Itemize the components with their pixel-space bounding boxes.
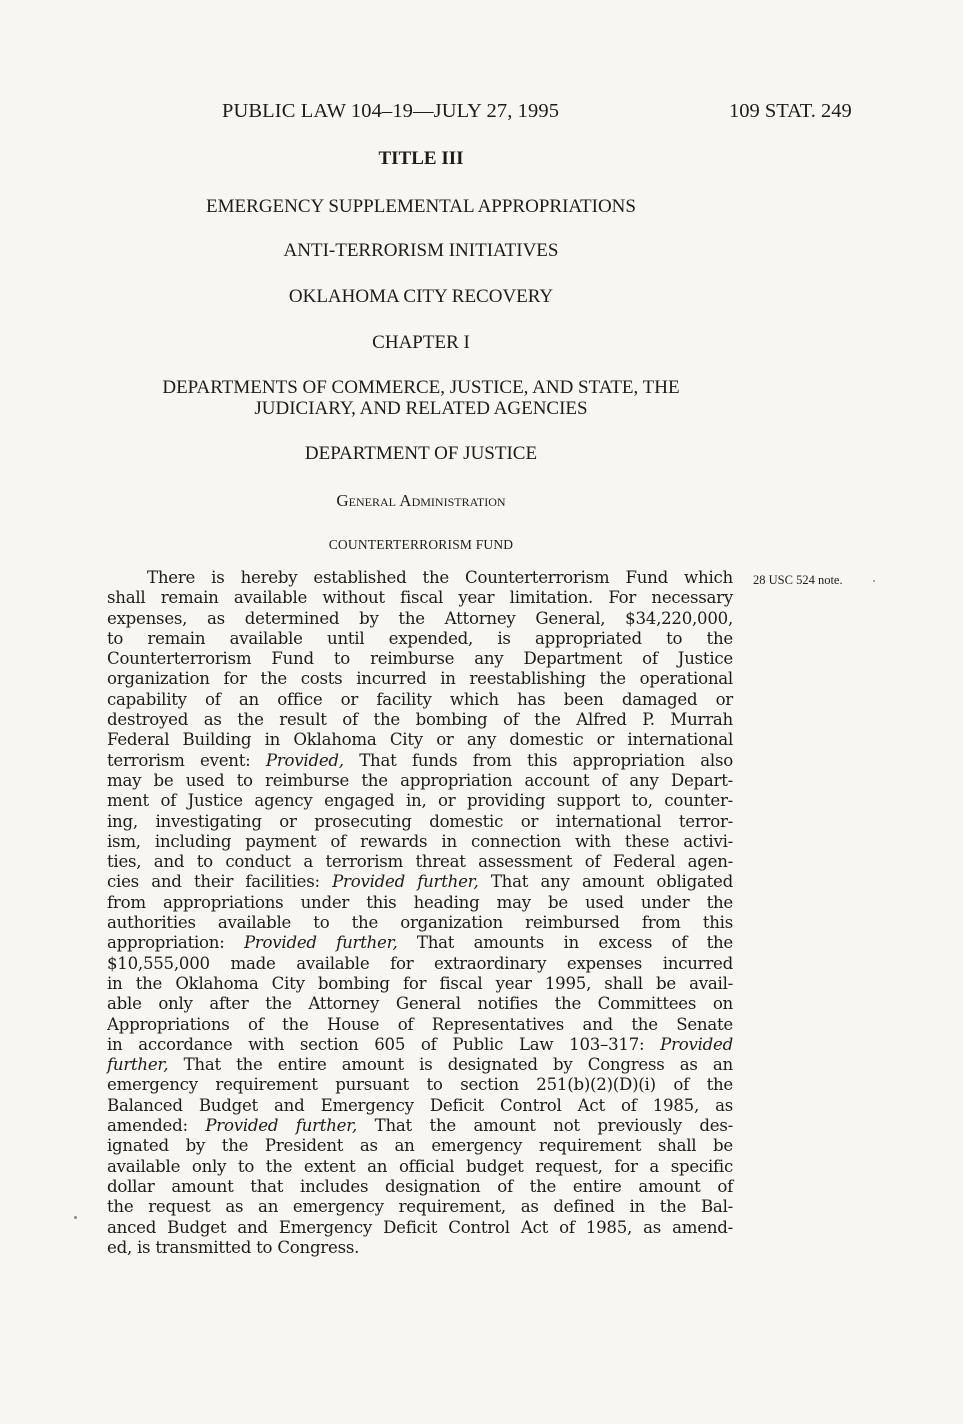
general-administration-heading: General Administration xyxy=(336,491,506,510)
body-line: ism, including payment of rewards in connection with these activi- xyxy=(107,831,733,851)
body-line: available only to the extent an official budget request, for a specific xyxy=(107,1156,733,1176)
body-line: emergency requirement pursuant to section 251(b)(2)(D)(i) of the xyxy=(107,1075,733,1095)
department-of-justice-heading: DEPARTMENT OF JUSTICE xyxy=(304,443,538,464)
chapter-heading: CHAPTER I xyxy=(372,332,470,353)
body-line: destroyed as the result of the bombing of the Alfred P. Murrah xyxy=(107,710,733,730)
body-line: dollar amount that includes designation of the entire amount of xyxy=(107,1176,733,1196)
body-paragraph xyxy=(107,568,733,1258)
body-line: to remain available until expended, is appropriated to the xyxy=(107,628,733,648)
body-line: There is hereby established the Counterterrorism Fund which xyxy=(147,568,733,587)
departments-heading-line1: DEPARTMENTS OF COMMERCE, JUSTICE, AND STATE, THE xyxy=(162,377,680,398)
body-line: the request as an emergency requirement, as defined in the Bal- xyxy=(107,1197,733,1217)
body-line: may be used to reimburse the appropriation account of any Depart- xyxy=(107,770,733,790)
body-line-text: in accordance with section 605 of Public Law 103–317: xyxy=(107,1034,661,1054)
body-line-mixed xyxy=(107,1035,733,1055)
body-line: ment of Justice agency engaged in, or providing support to, counter- xyxy=(107,791,733,811)
proviso-italic: Provided further, xyxy=(205,1116,358,1136)
body-line: expenses, as determined by the Attorney General, $34,220,000, xyxy=(107,608,733,628)
proviso-italic: further, xyxy=(107,1055,169,1075)
body-line-text: That funds from this appropriation also xyxy=(343,750,733,770)
emergency-heading: EMERGENCY SUPPLEMENTAL APPROPRIATIONS xyxy=(206,196,636,217)
proviso-italic: Provided xyxy=(660,1034,733,1054)
body-line: authorities available to the organization reimbursed from this xyxy=(107,913,733,933)
body-line: organization for the costs incurred in reestablishing the operational xyxy=(107,669,733,689)
body-line: Counterterrorism Fund to reimburse any Department of Justice xyxy=(107,649,733,669)
body-line: ing, investigating or prosecuting domestic or international terror- xyxy=(107,811,733,831)
body-line: Federal Building in Oklahoma City or any domestic or international xyxy=(107,730,733,750)
body-line: shall remain available without fiscal year limitation. For necessary xyxy=(107,588,733,608)
counterterrorism-fund-heading: COUNTERTERRORISM FUND xyxy=(328,537,514,552)
body-line-text: cies and their facilities: xyxy=(107,872,333,892)
body-line: ed, is transmitted to Congress. xyxy=(107,1237,360,1257)
okc-recovery-heading: OKLAHOMA CITY RECOVERY xyxy=(288,286,554,307)
scan-speck xyxy=(873,580,875,582)
body-line-text: That the entire amount is designated by Congress as an xyxy=(168,1055,733,1075)
body-line-text: That any amount obligated xyxy=(478,872,733,892)
proviso-italic: Provided further, xyxy=(243,933,398,953)
body-line: $10,555,000 made available for extraordinary expenses incurred xyxy=(107,953,733,973)
title-heading: TITLE III xyxy=(378,148,464,169)
usc-margin-note: 28 USC 524 note. xyxy=(753,573,843,587)
departments-heading xyxy=(0,377,842,419)
body-line: from appropriations under this heading may be used under the xyxy=(107,892,733,912)
statute-page-number: 109 STAT. 249 xyxy=(729,100,852,122)
body-line-mixed xyxy=(107,933,733,953)
proviso-italic: Provided, xyxy=(265,750,344,770)
body-line: ignated by the President as an emergency requirement shall be xyxy=(107,1136,733,1156)
departments-heading-line2: JUDICIARY, AND RELATED AGENCIES xyxy=(254,398,588,419)
body-line: ties, and to conduct a terrorism threat assessment of Federal agen- xyxy=(107,852,733,872)
body-line-mixed xyxy=(107,1116,733,1136)
body-line-text: appropriation: xyxy=(107,933,244,953)
body-line-text: amended: xyxy=(107,1116,206,1136)
body-line-text: terrorism event: xyxy=(107,750,266,770)
body-line: Balanced Budget and Emergency Deficit Control Act of 1985, as xyxy=(107,1095,733,1115)
anti-terrorism-heading: ANTI-TERRORISM INITIATIVES xyxy=(283,240,559,261)
body-line: able only after the Attorney General notifies the Committees on xyxy=(107,994,733,1014)
proviso-italic: Provided further, xyxy=(332,872,479,892)
body-line-mixed xyxy=(107,872,733,892)
body-line-text: That the amount not previously des- xyxy=(357,1116,733,1136)
scan-speck xyxy=(74,1216,77,1219)
body-line: in the Oklahoma City bombing for fiscal year 1995, shall be avail- xyxy=(107,973,733,993)
body-line: capability of an office or facility which has been damaged or xyxy=(107,689,733,709)
body-line-text: That amounts in excess of the xyxy=(397,933,733,953)
body-line: Appropriations of the House of Representatives and the Senate xyxy=(107,1014,733,1034)
public-law-header: PUBLIC LAW 104–19—JULY 27, 1995 xyxy=(222,100,560,122)
body-line-mixed xyxy=(107,1055,733,1075)
body-line-mixed xyxy=(107,751,733,771)
body-line: anced Budget and Emergency Deficit Control Act of 1985, as amend- xyxy=(107,1217,733,1237)
